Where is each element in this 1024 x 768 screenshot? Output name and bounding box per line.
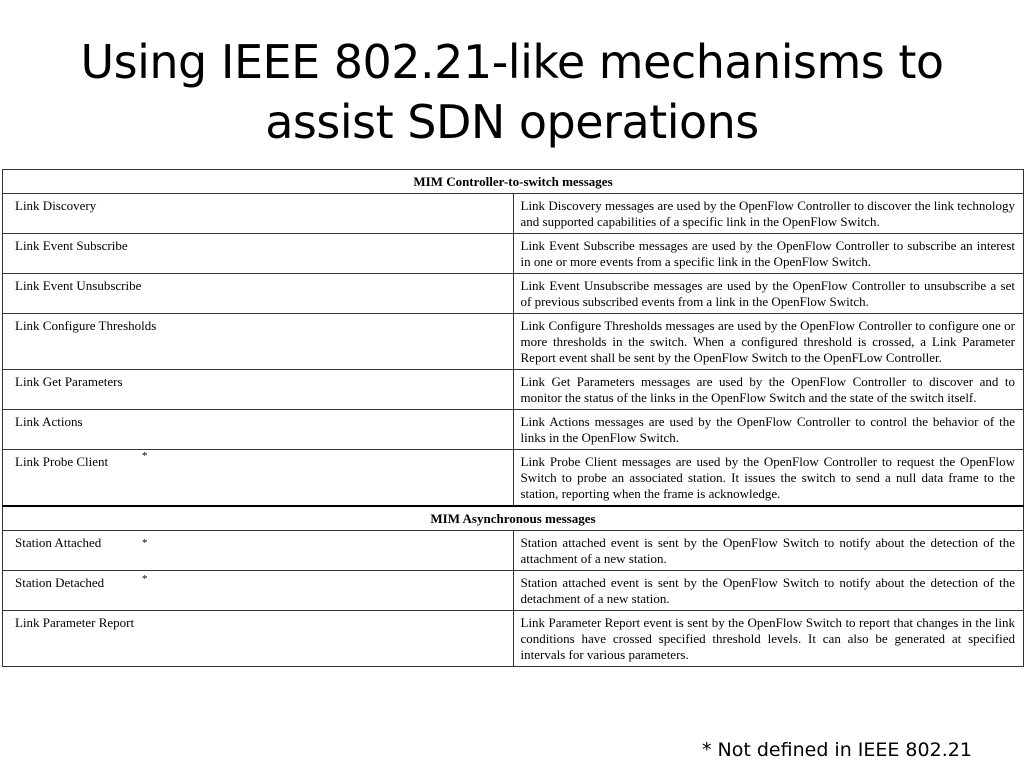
row-name-cell [3, 450, 514, 507]
section-header-controller-to-switch: MIM Controller-to-switch messages [3, 170, 1024, 194]
not-defined-marker: * [142, 573, 148, 585]
slide-title-line-1: Using IEEE 802.21-like mechanisms to [80, 35, 944, 89]
not-defined-marker: * [142, 450, 148, 462]
table-row [3, 410, 1024, 450]
section-header-asynchronous: MIM Asynchronous messages [3, 506, 1024, 531]
row-description: Link Actions messages are used by the OpenFlow Controller to control the behavior of the links in the OpenFlow Switch. [513, 410, 1024, 450]
row-name-cell [3, 571, 514, 611]
row-name: Station Attached [15, 535, 102, 550]
table-row [3, 571, 1024, 611]
row-name: Link Get Parameters [3, 370, 514, 410]
table-row [3, 531, 1024, 571]
row-name: Link Event Unsubscribe [3, 274, 514, 314]
table-row [3, 611, 1024, 667]
mim-messages-table [2, 169, 1024, 667]
slide-title [0, 32, 1024, 152]
row-name: Link Event Subscribe [3, 234, 514, 274]
row-description: Link Event Subscribe messages are used by the OpenFlow Controller to subscribe an interest in one or more events from a specific link in the OpenFlow Switch. [513, 234, 1024, 274]
row-name: Link Probe Client [15, 454, 109, 469]
row-description: Link Parameter Report event is sent by the OpenFlow Switch to report that changes in the link conditions have crossed specified threshold levels. It can also be generated at specified intervals for various parameters. [513, 611, 1024, 667]
row-description: Link Discovery messages are used by the OpenFlow Controller to discover the link technology and supported capabilities of a specific link in the OpenFlow Switch. [513, 194, 1024, 234]
slide-title-line-2: assist SDN operations [265, 95, 759, 149]
row-description: Link Event Unsubscribe messages are used by the OpenFlow Controller to unsubscribe a set of previous subscribed events from a link in the OpenFlow Switch. [513, 274, 1024, 314]
row-description: Link Get Parameters messages are used by the OpenFlow Controller to discover and to monitor the status of the links in the OpenFlow Switch and the state of the switch itself. [513, 370, 1024, 410]
table-row [3, 194, 1024, 234]
table-row [3, 234, 1024, 274]
row-name: Link Parameter Report [3, 611, 514, 667]
row-description: Station attached event is sent by the OpenFlow Switch to notify about the detection of the attachment of a new station. [513, 531, 1024, 571]
table-row [3, 314, 1024, 370]
section-header-row [3, 506, 1024, 531]
not-defined-marker: * [142, 537, 148, 549]
row-name-cell [3, 531, 514, 571]
row-name: Link Discovery [3, 194, 514, 234]
row-description: Link Configure Thresholds messages are used by the OpenFlow Controller to configure one or more thresholds in the switch. When a configured threshold is crossed, a Link Parameter Report event shall be sent by the OpenFlow Switch to the OpenFLow Controller. [513, 314, 1024, 370]
table-row [3, 370, 1024, 410]
footnote: * Not defined in IEEE 802.21 [702, 739, 972, 761]
row-name: Station Detached [15, 575, 105, 590]
section-header-row [3, 170, 1024, 194]
row-description: Link Probe Client messages are used by the OpenFlow Controller to request the OpenFlow Switch to probe an associated station. It issues the switch to send a null data frame to the station, reporting when the frame is acknowledge. [513, 450, 1024, 507]
table-row [3, 274, 1024, 314]
row-name: Link Configure Thresholds [3, 314, 514, 370]
row-description: Station attached event is sent by the OpenFlow Switch to notify about the detection of the detachment of a new station. [513, 571, 1024, 611]
row-name: Link Actions [3, 410, 514, 450]
table-row [3, 450, 1024, 507]
